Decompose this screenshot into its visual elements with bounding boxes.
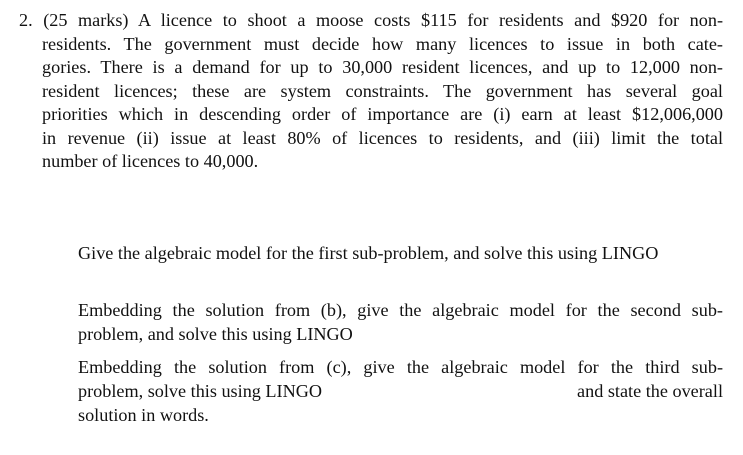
subpart-first-subproblem: [78, 241, 723, 265]
subpart-third-subproblem: [78, 355, 723, 427]
subpart-third-line-2: [78, 379, 723, 403]
subpart-third-line-2-right: and state the overall: [577, 381, 723, 401]
subpart-second-line-2: problem, and solve this using LINGO: [78, 324, 353, 344]
subpart-third-line-2-left: problem, solve this using LINGO: [78, 381, 322, 401]
question-line-2: residents. The government must decide how many licences to issue in both cate-: [42, 33, 723, 54]
question-2-text: [19, 9, 723, 174]
subpart-second-subproblem: [78, 298, 723, 346]
question-line-1: 2. (25 marks) A licence to shoot a moose costs $115 for residents and $920 for non-: [19, 10, 723, 30]
question-line-4: resident licences; these are system constraints. The government has several goal: [42, 80, 723, 101]
subpart-second-line-1: Embedding the solution from (b), give the algebraic model for the second sub-: [78, 300, 723, 320]
question-line-6: in revenue (ii) issue at least 80% of licences to residents, and (iii) limit the total: [42, 127, 723, 148]
subpart-third-line-3: solution in words.: [78, 405, 209, 425]
question-line-7: number of licences to 40,000.: [42, 151, 259, 171]
question-line-3: gories. There is a demand for up to 30,000 resident licences, and up to 12,000 non-: [42, 57, 723, 77]
subpart-third-line-1: Embedding the solution from (c), give the algebraic model for the third sub-: [78, 357, 723, 377]
question-line-5: priorities which in descending order of importance are (i) earn at least $12,006,000: [42, 104, 723, 124]
subpart-first-line-1: Give the algebraic model for the first sub-problem, and solve this using LINGO: [78, 243, 659, 263]
